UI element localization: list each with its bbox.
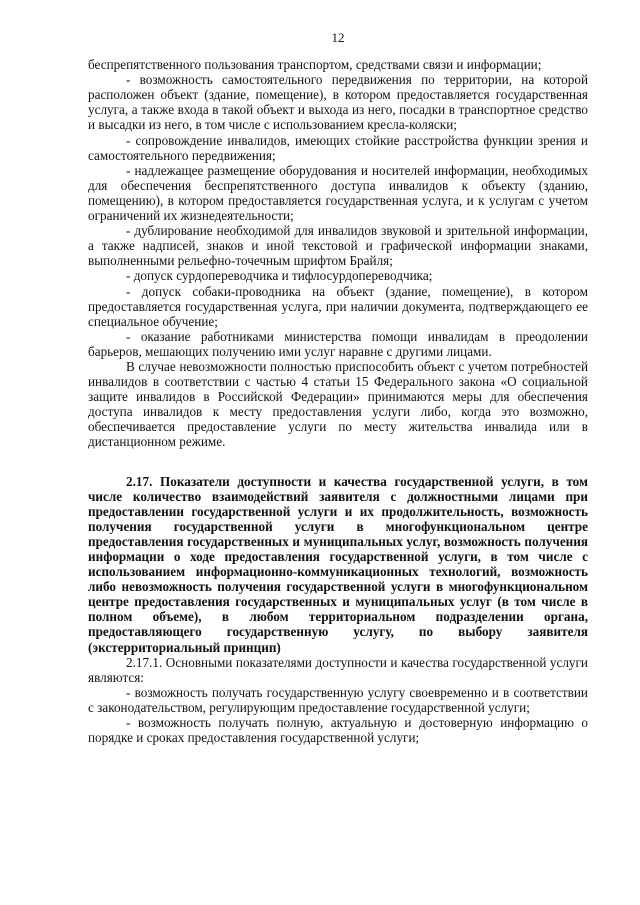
page-number: 12 (331, 30, 345, 45)
list-item: - возможность получать государственную услугу своевременно и в соответствии с законодательством, регулирующим предоставление государственной услуги; (88, 684, 588, 715)
section-heading: 2.17. Показатели доступности и качества государственной услуги, в том числе количество взаимодействий заявителя с должностными лицами при предоставлении государственной услуги и их продолжительность, возможность получения государственной услуги в многофункциональном центре предоставления государственных и муниципальных услуг, возможность получения информации о ходе предоставления государственной услуги, в том числе с использованием информационно-коммуникационных технологий, возможность либо невозможность получения государственной услуги в многофункциональном центре предоставления государственных и муниципальных услуг (в том числе в полном объеме), в любом территориальном подразделении органа, предоставляющего государственную услугу, по выбору заявителя (экстерриториальный принцип) (88, 473, 588, 655)
paragraph: беспрепятственного пользования транспортом, средствами связи и информации; (88, 57, 542, 73)
list-item: - надлежащее размещение оборудования и носителей информации, необходимых для обеспечения беспрепятственного доступа инвалидов к объекту (зданию, помещению), в котором предоставляется государственная услуга, и к услугам с учетом ограничений их жизнедеятельности; (88, 162, 588, 224)
list-item: - сопровождение инвалидов, имеющих стойкие расстройства функции зрения и самостоятельного передвижения; (88, 132, 588, 163)
list-item: - оказание работниками министерства помощи инвалидам в преодолении барьеров, мешающих получению ими услуг наравне с другими лицами. (88, 328, 588, 359)
list-item: - допуск собаки-проводника на объект (здание, помещение), в котором предоставляется государственная услуга, при наличии документа, подтверждающего ее специальное обучение; (88, 283, 588, 329)
paragraph: В случае невозможности полностью приспособить объект с учетом потребностей инвалидов в соответствии с частью 4 статьи 15 Федерального закона «О социальной защите инвалидов в Российской Федерации» принимаются меры для обеспечения доступа инвалидов к месту предоставления услуги либо, когда это возможно, обеспечивается предоставление услуги по месту жительства инвалида или в дистанционном режиме. (88, 358, 588, 450)
list-item: - дублирование необходимой для инвалидов звуковой и зрительной информации, а также надписей, знаков и иной текстовой и графической информации знаками, выполненными рельефно-точечным шрифтом Брайля; (88, 223, 588, 269)
paragraph: 2.17.1. Основными показателями доступности и качества государственной услуги являются: (88, 654, 588, 685)
section-2-17 (88, 474, 588, 655)
list-item: - возможность получать полную, актуальную и достоверную информацию о порядке и сроках предоставления государственной услуги; (88, 715, 588, 746)
list-item: - допуск сурдопереводчика и тифлосурдопереводчика; (126, 268, 433, 284)
list-item: - возможность самостоятельного передвижения по территории, на которой расположен объект (здание, помещение), в котором предоставляется государственная услуга, а также входа в такой объект и выхода из него, посадки в транспортное средство и высадки из него, в том числе с использованием кресла-коляски; (88, 72, 588, 133)
section-2-17-body (88, 655, 588, 746)
accessibility-measures-list (88, 57, 588, 449)
